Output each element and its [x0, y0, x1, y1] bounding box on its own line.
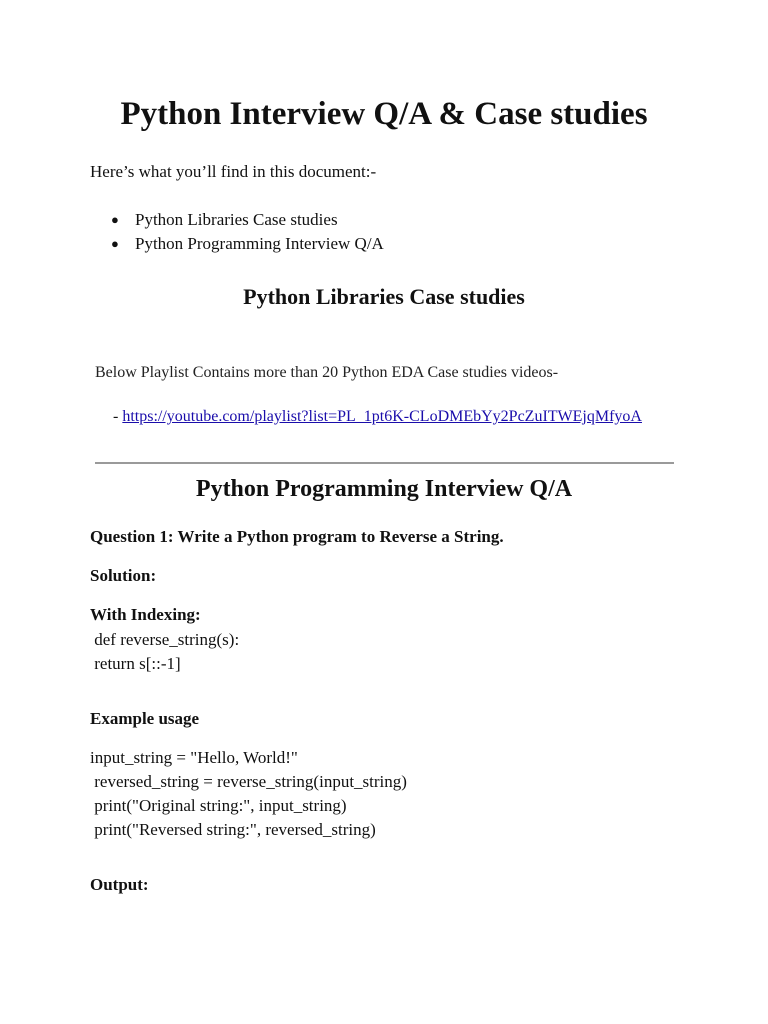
- section-heading-libraries: Python Libraries Case studies: [243, 284, 525, 309]
- code-line: return s[::-1]: [90, 654, 181, 673]
- code-line: def reverse_string(s):: [90, 630, 240, 649]
- toc-item: [111, 208, 384, 232]
- link-dash: -: [113, 408, 123, 425]
- horizontal-divider: [95, 462, 674, 464]
- example-usage-label: Example usage: [90, 709, 200, 728]
- code-line: print("Reversed string:", reversed_string): [90, 820, 376, 839]
- intro-text: Here’s what you’ll find in this document:-: [90, 162, 377, 181]
- toc-item-label: Python Programming Interview Q/A: [135, 234, 384, 253]
- function-code-block: [90, 628, 239, 676]
- table-of-contents: [111, 208, 384, 256]
- document-title: Python Interview Q/A & Case studies: [120, 96, 648, 132]
- section-heading-programming: Python Programming Interview Q/A: [195, 476, 573, 502]
- playlist-link[interactable]: https://youtube.com/playlist?list=PL_1pt6K-CLoDMEbYy2PcZuITWEjqMfyoA: [122, 408, 642, 425]
- question-1: Question 1: Write a Python program to Reverse a String.: [90, 527, 504, 546]
- code-line: input_string = "Hello, World!": [90, 748, 298, 767]
- code-line: reversed_string = reverse_string(input_string): [90, 772, 407, 791]
- bullet-icon: ●: [111, 212, 119, 227]
- solution-label: Solution:: [90, 566, 157, 585]
- with-indexing-label: With Indexing:: [90, 605, 201, 624]
- playlist-description: Below Playlist Contains more than 20 Python EDA Case studies videos-: [95, 364, 559, 381]
- bullet-icon: ●: [111, 236, 119, 251]
- playlist-link-row: [113, 406, 642, 428]
- code-line: print("Original string:", input_string): [90, 796, 347, 815]
- toc-item-label: Python Libraries Case studies: [135, 210, 338, 229]
- example-code-block: [90, 746, 407, 842]
- toc-item: [111, 232, 384, 256]
- output-label: Output:: [90, 875, 149, 894]
